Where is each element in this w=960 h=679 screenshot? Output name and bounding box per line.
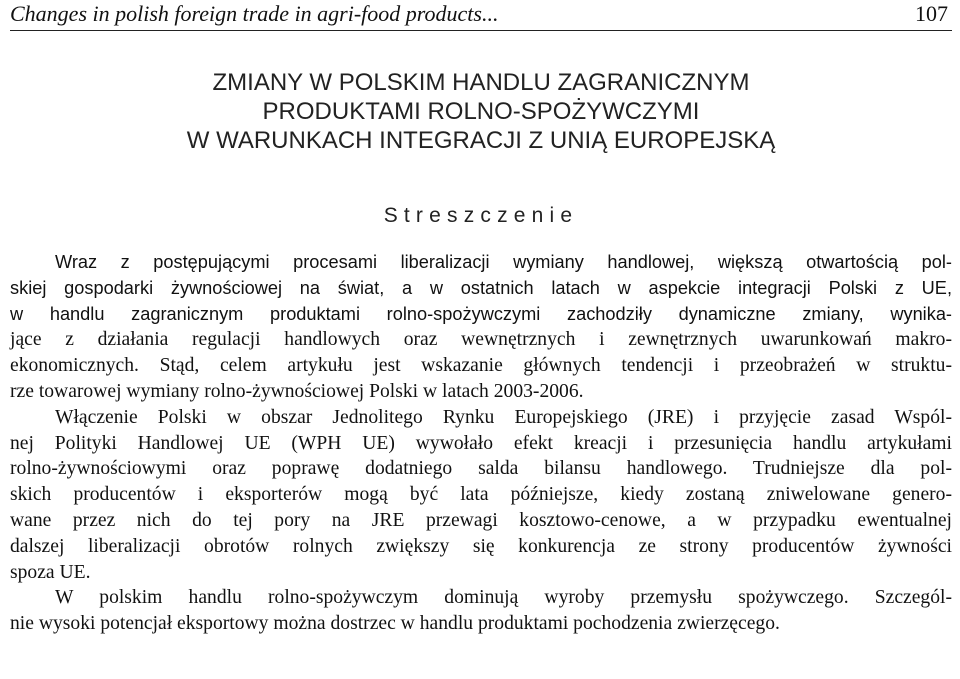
- text-line: nie wysoki potencjał eksportowy można dostrzec w handlu produktami pochodzenia zwierzęcego.: [10, 613, 780, 635]
- running-title: Changes in polish foreign trade in agri-food products...: [10, 1, 499, 26]
- summary-body: [10, 250, 952, 637]
- text-line: Wraz z postępującymi procesami liberalizacji wymiany handlowej, większą otwartością pol-: [55, 252, 952, 272]
- summary-heading: Streszczenie: [383, 204, 579, 227]
- paragraph-3: [10, 585, 952, 637]
- text-line: rolno-żywnościowymi oraz poprawę dodatniego salda bilansu handlowego. Trudniejsze dla pol-: [10, 458, 952, 480]
- paragraph-1: [10, 250, 952, 405]
- text-line: rze towarowej wymiany rolno-żywnościowej Polski w latach 2003-2006.: [10, 380, 584, 402]
- text-line: spoza UE.: [10, 561, 91, 583]
- paragraph-2: [10, 405, 952, 586]
- text-line: ekonomicznych. Stąd, celem artykułu jest wskazanie głównych tendencji i przeobrażeń w struktu-: [10, 355, 952, 377]
- text-line: wane przez nich do tej pory na JRE przewagi kosztowo-cenowe, a w przypadku ewentualnej: [10, 509, 952, 531]
- document-page: [10, 0, 952, 679]
- text-line: skich producentów i eksporterów mogą być lata późniejsze, kiedy zostaną zniwelowane genero-: [10, 484, 952, 506]
- text-line: dalszej liberalizacji obrotów rolnych zwiększy się konkurencja ze strony producentów żywności: [10, 535, 952, 557]
- page-number: 107: [915, 1, 948, 26]
- text-line: skiej gospodarki żywnościowej na świat, a w ostatnich latach w aspekcie integracji Polski z UE,: [10, 277, 952, 298]
- article-title-line: W WARUNKACH INTEGRACJI Z UNIĄ EUROPEJSKĄ: [186, 127, 776, 154]
- article-title: [10, 68, 952, 155]
- text-line: Włączenie Polski w obszar Jednolitego Rynku Europejskiego (JRE) i przyjęcie zasad Wspól-: [55, 406, 952, 428]
- text-line: w handlu zagranicznym produktami rolno-spożywczymi zachodziły dynamiczne zmiany, wynika-: [10, 303, 952, 324]
- running-header: [10, 0, 952, 31]
- article-title-line: PRODUKTAMI ROLNO-SPOŻYWCZYMI: [262, 98, 700, 125]
- text-line: nej Polityki Handlowej UE (WPH UE) wywołało efekt kreacji i przesunięcia handlu artykułami: [10, 432, 952, 454]
- article-title-line: ZMIANY W POLSKIM HANDLU ZAGRANICZNYM: [212, 69, 750, 96]
- text-line: jące z działania regulacji handlowych oraz wewnętrznych i zewnętrznych uwarunkowań makro-: [10, 329, 952, 351]
- text-line: W polskim handlu rolno-spożywczym dominują wyroby przemysłu spożywczego. Szczegól-: [55, 587, 952, 609]
